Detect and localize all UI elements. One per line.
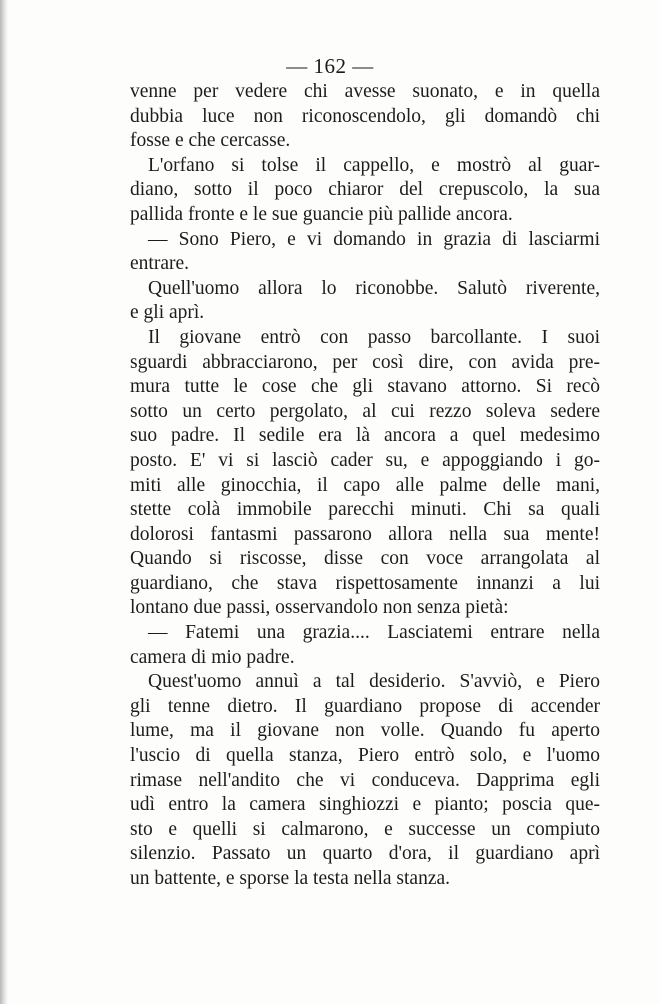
text-line: L'orfano si tolse il cappello, e mostrò al guar- xyxy=(148,154,600,176)
text-line: mura tutte le cose che gli stavano attorno. Si recò xyxy=(130,376,600,398)
text-line: silenzio. Passato un quarto d'ora, il guardiano aprì xyxy=(130,843,600,865)
text-line: stette colà immobile parecchi minuti. Chi sa quali xyxy=(130,499,600,521)
text-line: Quest'uomo annuì a tal desiderio. S'avviò, e Piero xyxy=(148,671,600,693)
text-line: Il giovane entrò con passo barcollante. I suoi xyxy=(148,326,600,348)
text-line: — Sono Piero, e vi domando in grazia di lasciarmi xyxy=(148,228,600,250)
text-line: gli tenne dietro. Il guardiano propose di accender xyxy=(130,695,600,717)
text-line: dubbia luce non riconoscendolo, gli domandò chi xyxy=(130,105,600,127)
text-line: sguardi abbracciarono, per così dire, con avida pre- xyxy=(130,351,600,373)
text-line: Quell'uomo allora lo riconobbe. Salutò riverente, xyxy=(148,277,600,299)
text-line: diano, sotto il poco chiaror del crepuscolo, la sua xyxy=(130,179,600,201)
text-line: Quando si riscosse, disse con voce arrangolata al xyxy=(130,548,600,570)
text-line: l'uscio di quella stanza, Piero entrò solo, e l'uomo xyxy=(130,745,600,767)
text-line: pallida fronte e le sue guancie più pallide ancora. xyxy=(130,203,513,225)
text-line: sto e quelli si calmarono, e successe un compiuto xyxy=(130,818,600,840)
page-number: — 162 — xyxy=(286,54,374,78)
text-line: lontano due passi, osservandolo non senza pietà: xyxy=(130,597,509,619)
text-line: dolorosi fantasmi passarono allora nella sua mente! xyxy=(130,523,600,545)
body-text xyxy=(130,80,600,892)
text-line: fosse e che cercasse. xyxy=(130,130,291,152)
text-line: entrare. xyxy=(130,253,189,275)
text-line: camera di mio padre. xyxy=(130,646,295,668)
text-line: sotto un certo pergolato, al cui rezzo soleva sedere xyxy=(130,400,600,422)
text-line: rimase nell'andito che vi conduceva. Dapprima egli xyxy=(130,769,600,791)
text-line: venne per vedere chi avesse suonato, e in quella xyxy=(130,81,600,102)
text-line: miti alle ginocchia, il capo alle palme delle mani, xyxy=(130,474,600,496)
page-binding-edge xyxy=(0,0,8,1004)
text-line: un battente, e sporse la testa nella stanza. xyxy=(130,868,450,889)
text-line: — Fatemi una grazia.... Lasciatemi entrare nella xyxy=(148,622,600,644)
text-line: posto. E' vi si lasciò cader su, e appoggiando i go- xyxy=(130,449,600,471)
text-line: e gli aprì. xyxy=(130,302,205,324)
text-line: suo padre. Il sedile era là ancora a quel medesimo xyxy=(130,425,600,447)
text-line: udì entro la camera singhiozzi e pianto; poscia que- xyxy=(130,794,600,816)
text-line: guardiano, che stava rispettosamente innanzi a lui xyxy=(130,572,600,594)
text-line: lume, ma il giovane non volle. Quando fu aperto xyxy=(130,720,600,742)
